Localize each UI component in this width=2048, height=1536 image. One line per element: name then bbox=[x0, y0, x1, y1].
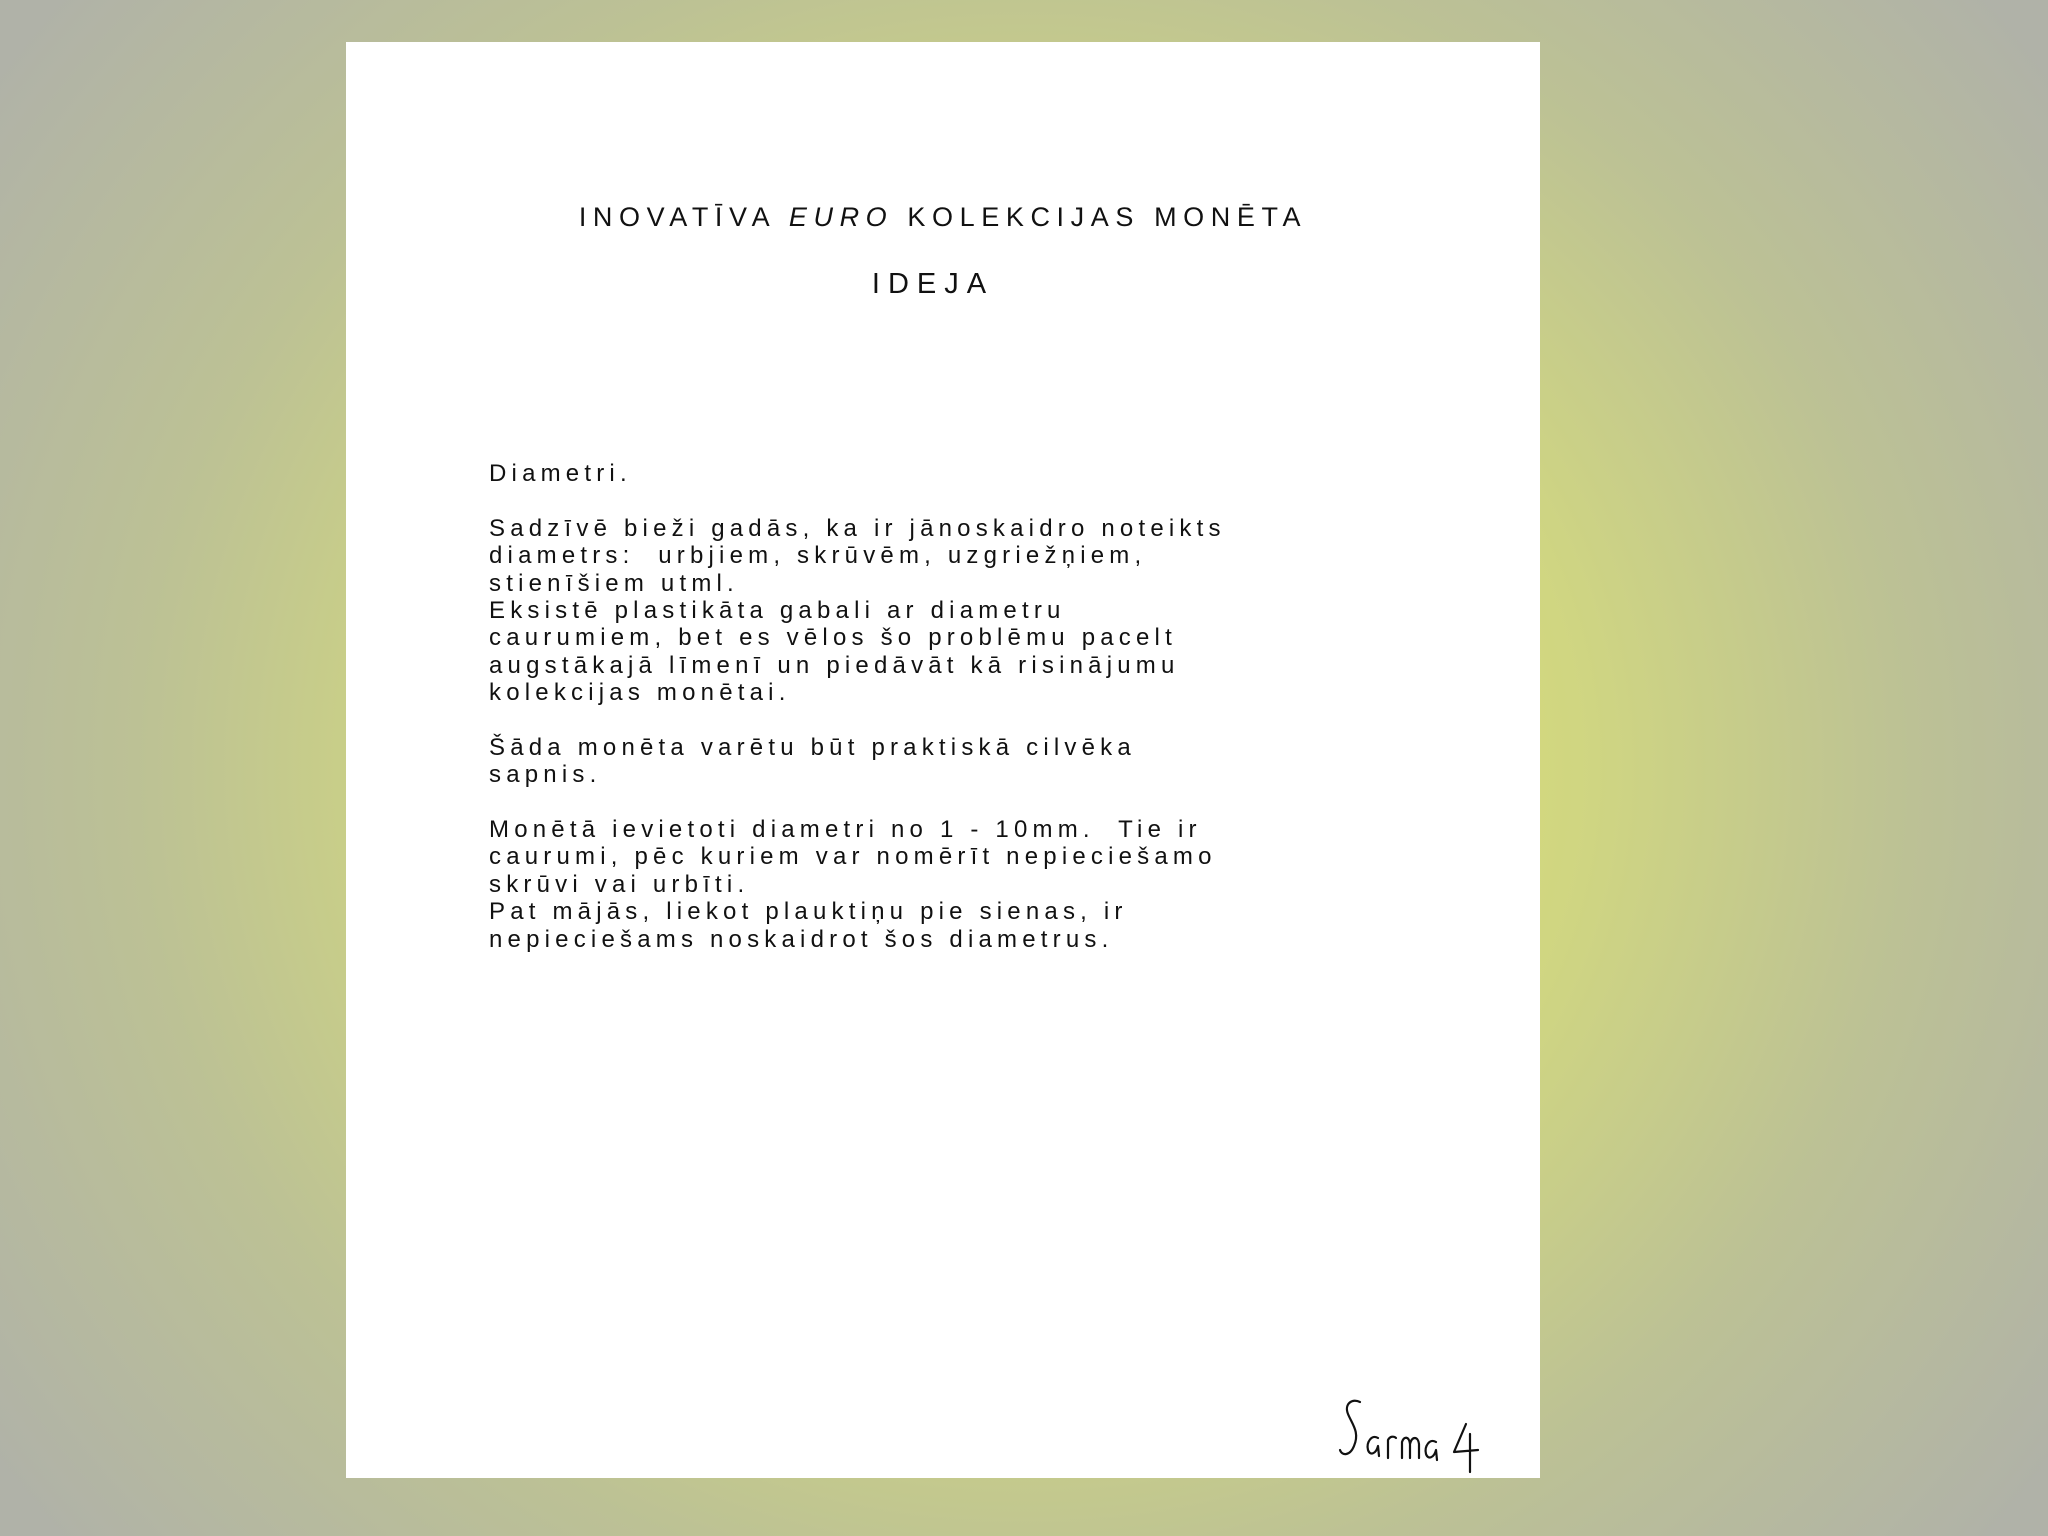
title-part-1: INOVATĪVA bbox=[578, 202, 775, 232]
handwritten-signature bbox=[1338, 1394, 1488, 1480]
document-subtitle: IDEJA bbox=[871, 268, 995, 300]
text-line: caurumiem, bet es vēlos šo problēmu pacelt bbox=[489, 624, 1177, 652]
text-line: nepieciešams noskaidrot šos diametrus. bbox=[489, 925, 1114, 953]
text-line: Eksistē plastikāta gabali ar diametru bbox=[489, 596, 1066, 624]
text-line: stienīšiem utml. bbox=[489, 569, 739, 597]
paragraph-heading: Diametri. bbox=[489, 460, 632, 487]
text-line: augstākajā līmenī un piedāvāt kā risinājumu bbox=[489, 651, 1180, 679]
text-line: sapnis. bbox=[489, 761, 602, 789]
document-body bbox=[489, 460, 1449, 953]
text-line: caurumi, pēc kuriem var nomērīt nepieciešamo bbox=[489, 843, 1217, 871]
document-title bbox=[346, 202, 1540, 233]
document-page bbox=[346, 42, 1540, 1478]
title-part-2: KOLEKCIJAS MONĒTA bbox=[907, 202, 1308, 232]
title-euro-italic: EURO bbox=[788, 202, 894, 232]
text-line: Sadzīvē bieži gadās, ka ir jānoskaidro noteikts bbox=[489, 514, 1226, 542]
text-line: Pat mājās, liekot plauktiņu pie sienas, ir bbox=[489, 898, 1128, 926]
text-line: Šāda monēta varētu būt praktiskā cilvēka bbox=[489, 733, 1136, 761]
text-line: Monētā ievietoti diametri no 1 - 10mm. Tie ir bbox=[489, 816, 1202, 844]
text-line: skrūvi vai urbīti. bbox=[489, 870, 750, 898]
text-line: kolekcijas monētai. bbox=[489, 679, 791, 707]
text-line: diametrs: urbjiem, skrūvēm, uzgriežņiem, bbox=[489, 542, 1147, 570]
